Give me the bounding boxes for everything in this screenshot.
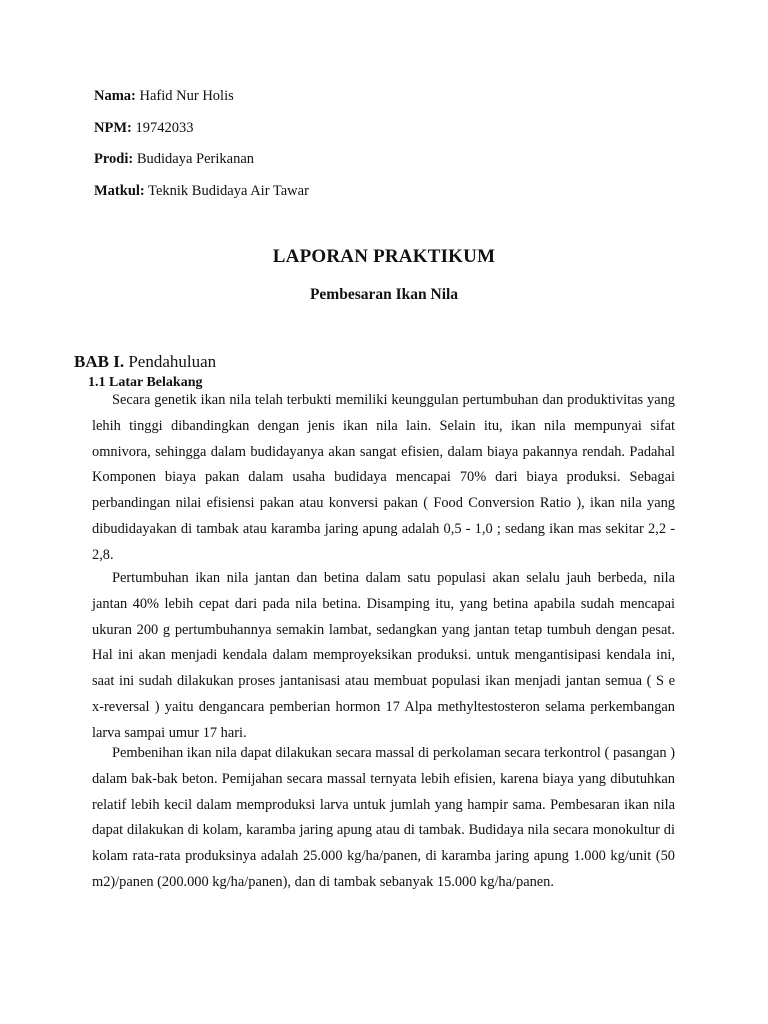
matkul-line [94,183,309,200]
npm-label: NPM: [94,120,132,136]
name-label: Nama: [94,88,136,104]
prodi-line [94,151,254,168]
chapter-heading [74,352,216,372]
chapter-title: Pendahuluan [128,352,217,371]
section-heading: 1.1 Latar Belakang [88,375,203,390]
matkul-label: Matkul: [94,183,145,199]
paragraph-1: Secara genetik ikan nila telah terbukti memiliki keunggulan pertumbuhan dan produktivitas yang lehih tinggi dibandingkan dengan jenis ikan nila lain. Selain itu, ikan nila mempunyai sifat omnivora, sehingga dalam budidayanya akan sangat efisien, dalam biaya pakannya rendah. Padahal Komponen biaya pakan dalam usaha budidaya mencapai 70% dari biaya produksi. Sebagai perbandingan nilai efisiensi pakan atau konversi pakan ( Food Conversion Ratio ), ikan nila yang dibudidayakan di tambak atau karamba jaring apung adalah 0,5 - 1,0 ; sedang ikan mas sekitar 2,2 - 2,8. [92,392,675,563]
name-line [94,88,234,105]
npm-value: 19742033 [135,120,194,136]
chapter-number: BAB I. [74,352,125,371]
paragraph-3: Pembenihan ikan nila dapat dilakukan secara massal di perkolaman secara terkontrol ( pasangan ) dalam bak-bak beton. Pemijahan secara massal ternyata lebih efisien, karena biaya yang dibutuhkan relatif lebih kecil dalam memproduksi larva untuk jumlah yang hampir sama. Pembesaran ikan nila dapat dilakukan di kolam, karamba jaring apung atau di tambak. Budidaya nila secara monokultur di kolam rata-rata produksinya adalah 25.000 kg/ha/panen, di karamba jaring apung 1.000 kg/unit (50 m2)/panen (200.000 kg/ha/panen), dan di tambak sebanyak 15.000 kg/ha/panen. [92,745,675,890]
matkul-value: Teknik Budidaya Air Tawar [148,183,309,199]
prodi-label: Prodi: [94,151,134,167]
prodi-value: Budidaya Perikanan [136,151,255,167]
paragraph-2: Pertumbuhan ikan nila jantan dan betina dalam satu populasi akan selalu jauh berbeda, nila jantan 40% lebih cepat dari pada nila betina. Disamping itu, yang betina apabila sudah mencapai ukuran 200 g pertumbuhannya semakin lambat, sedangkan yang jantan tetap tumbuh dengan pesat. Hal ini akan menjadi kendala dalam memproyeksikan produksi. untuk mengantisipasi kendala ini, saat ini sudah dilakukan proses jantanisasi atau membuat populasi ikan menjadi jantan semua ( S e x-reversal ) yaitu dengancara pemberian hormon 17 Alpa methyltestosteron selama perkembangan larva sampai umur 17 hari. [92,570,675,741]
report-subtitle: Pembesaran Ikan Nila [309,286,459,303]
report-title: LAPORAN PRAKTIKUM [272,246,496,267]
name-value: Hafid Nur Holis [139,88,234,104]
npm-line [94,120,193,137]
